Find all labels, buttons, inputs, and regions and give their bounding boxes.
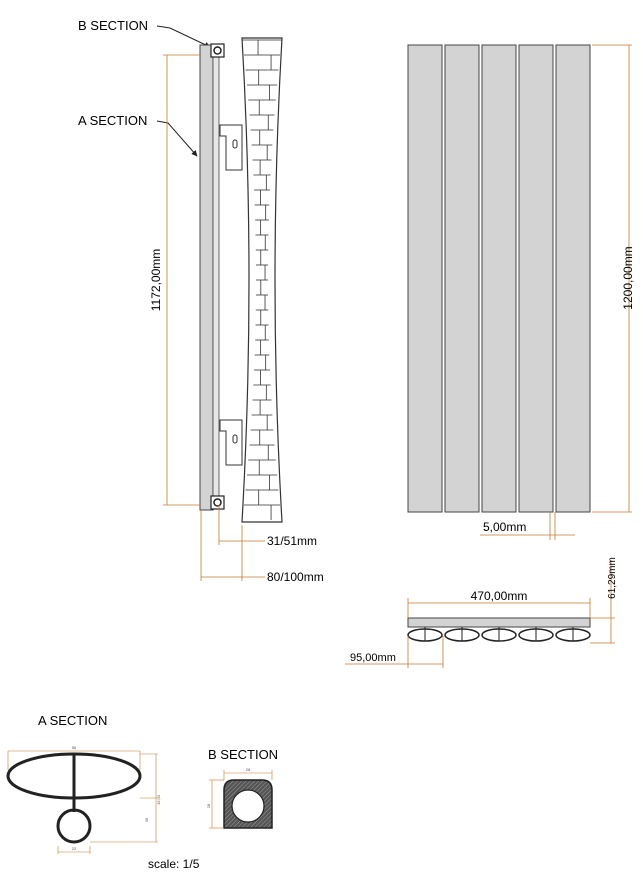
front-panel-3 [482,45,516,512]
dim-depth [590,557,618,643]
width-label: 470,00mm [470,589,528,603]
pipe-spacing-label: 95,00mm [350,652,396,664]
top-panel [408,618,590,627]
front-panels [408,45,590,512]
front-height-label: 1200,00mm [621,246,635,310]
upper-bracket [220,125,242,170]
a-section-detail [8,713,161,854]
brick-wall [242,38,282,522]
front-panel-5 [556,45,590,512]
side-view [78,18,324,584]
a-section-callout: A SECTION [78,113,148,128]
b-section-title: B SECTION [208,747,279,762]
top-fitting [211,44,224,57]
side-pipe [213,52,219,504]
lower-bracket [220,420,242,465]
side-panel [200,45,213,510]
b-section-callout: B SECTION [78,18,149,33]
b-section-bore [232,790,264,822]
front-panel-4 [519,45,553,512]
a-total-label: 36 [144,817,149,823]
top-view [345,557,618,668]
b-section-leader [157,26,210,47]
side-height-label: 1172,00mm [149,248,163,312]
depth-label: 61,29mm [607,557,618,599]
top-pipes [408,627,590,641]
dim-side-height [149,55,200,505]
a-width-label: 56 [71,745,77,750]
a-section-leader [157,121,197,156]
b-height-label: 28 [206,803,211,809]
a-height-label: 19,03 [156,794,161,806]
dim-gap [480,512,575,540]
scale-note: scale: 1/5 [148,857,200,871]
wall-offset-label: 31/51mm [267,534,318,548]
a-section-title: A SECTION [38,713,108,728]
b-section-detail [206,747,278,828]
dim-front-height [592,45,635,512]
a-pipe-label: 22 [71,846,77,851]
front-view [408,45,635,540]
front-panel-2 [445,45,479,512]
a-section-pipe [58,810,90,842]
total-depth-label: 80/100mm [267,570,324,584]
bottom-fitting [211,496,224,509]
dim-width [408,589,590,618]
gap-label: 5,00mm [483,520,527,534]
b-width-label: 28 [245,767,251,772]
front-panel-1 [408,45,442,512]
